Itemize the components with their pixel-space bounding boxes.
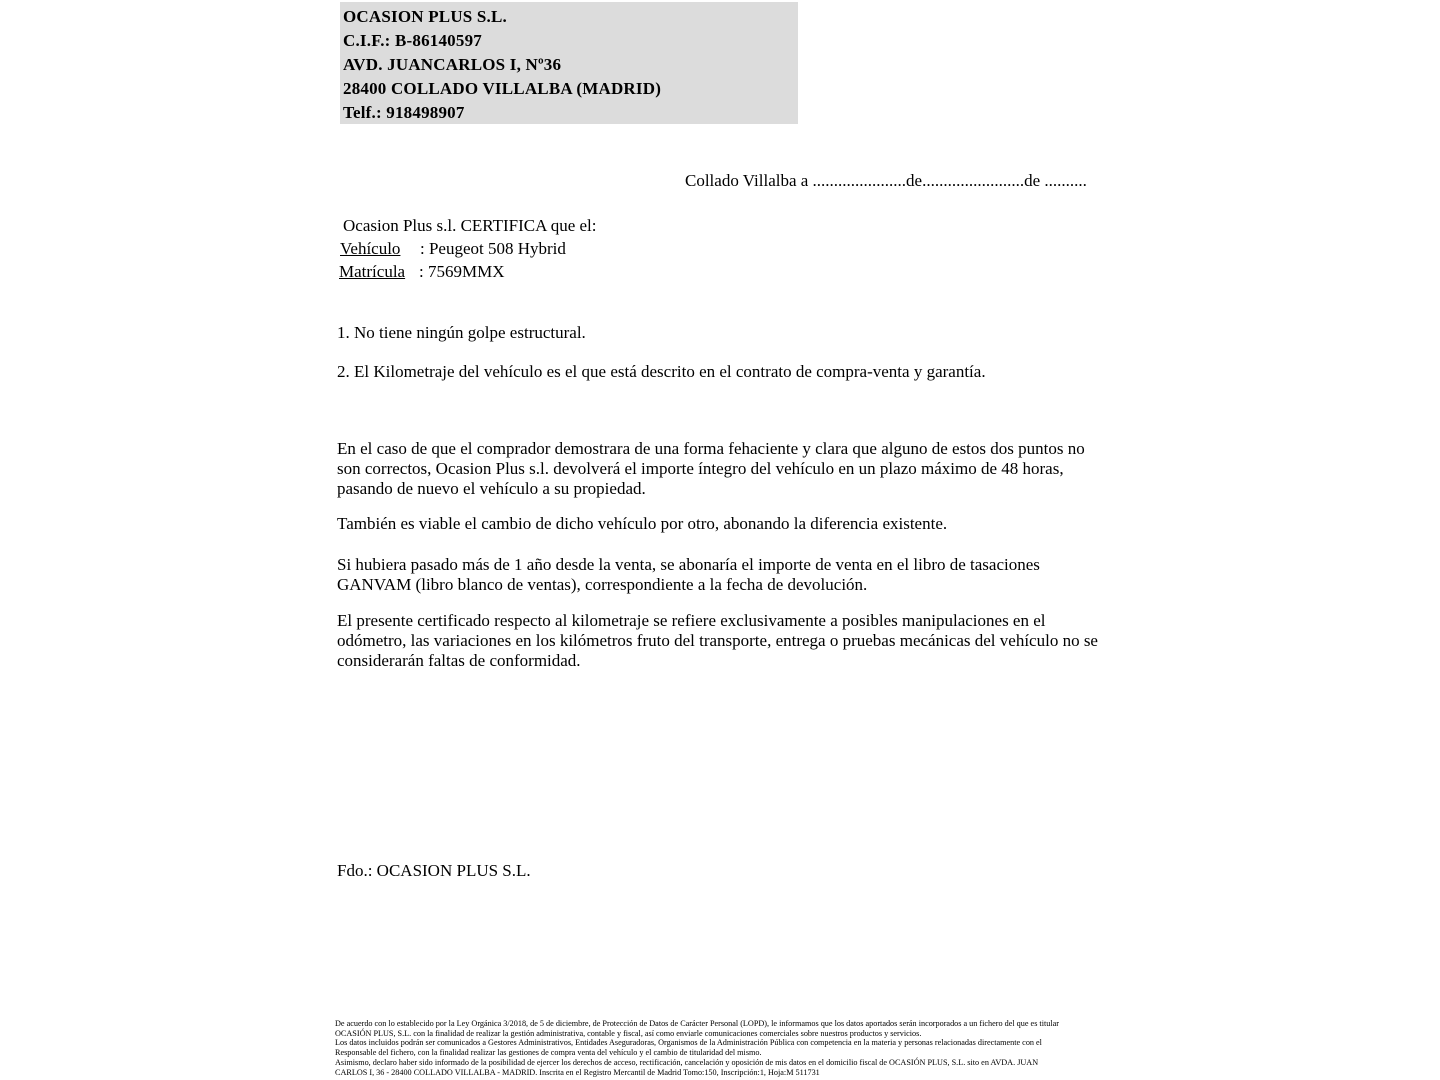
company-city-line: 28400 COLLADO VILLALBA (MADRID) <box>343 79 662 98</box>
legal-footer-line: Asimismo, declaro haber sido informado de la posibilidad de ejercer los derechos de acceso, rectificación, cancelación y oposición de mis datos en el domicilio fiscal de OCASIÓN PLUS, S.L. sito en AVDA. JUAN <box>335 1057 1039 1067</box>
condition-point-2: 2. El Kilometraje del vehículo es el que está descrito en el contrato de compra-venta y garantía. <box>337 362 986 381</box>
paragraph-refund-policy: En el caso de que el comprador demostrara de una forma fehaciente y clara que alguno de estos dos puntos no son correctos, Ocasion Plus s.l. devolverá el importe íntegro del vehículo en un plazo máximo de 48 horas, pasando de nuevo el vehículo a su propiedad. <box>337 439 1085 498</box>
vehicle-row <box>340 239 566 259</box>
certify-intro: Ocasion Plus s.l. CERTIFICA que el: <box>343 216 597 235</box>
date-fill-in-line: Collado Villalba a ......................de........................de .......... <box>685 171 1087 190</box>
signature-line: Fdo.: OCASION PLUS S.L. <box>337 861 531 880</box>
company-address-line: AVD. JUANCARLOS I, Nº36 <box>343 55 562 74</box>
legal-footer-line: De acuerdo con lo establecido por la Ley Orgánica 3/2018, de 5 de diciembre, de Protección de Datos de Carácter Personal (LOPD), le informamos que los datos aportados serán incorporados a un fichero del que es titular <box>335 1019 1059 1028</box>
legal-footer-line: Los datos incluidos podrán ser comunicados a Gestores Administrativos, Entidades Aseguradoras, Organismos de la Administración Pública con competencia en la materia y personas relacionadas directamente con el <box>335 1038 1042 1048</box>
legal-footer-line: OCASIÓN PLUS, S.L. con la finalidad de realizar la gestión administrativa, contable y fiscal, así como enviarle comunicaciones comerciales sobre nuestros productos y servicios. <box>335 1028 922 1038</box>
plate-label: Matrícula <box>339 262 406 281</box>
paragraph-odometer-disclaimer: El presente certificado respecto al kilometraje se refiere exclusivamente a posibles manipulaciones en el odómetro, las variaciones en los kilómetros fruto del transporte, entrega o pruebas mecánicas del vehículo no se considerarán faltas de conformidad. <box>337 611 1098 670</box>
company-name-line: OCASION PLUS S.L. <box>343 7 507 26</box>
company-phone-line: Telf.: 918498907 <box>343 103 465 122</box>
company-cif-line: C.I.F.: B-86140597 <box>343 31 482 50</box>
paragraph-ganvam-valuation: Si hubiera pasado más de 1 año desde la venta, se abonaría el importe de venta en el libro de tasaciones GANVAM (libro blanco de ventas), correspondiente a la fecha de devolución. <box>337 555 1040 594</box>
vehicle-label: Vehículo <box>340 239 401 258</box>
condition-point-1: 1. No tiene ningún golpe estructural. <box>337 323 586 342</box>
paragraph-exchange-option: También es viable el cambio de dicho vehículo por otro, abonando la diferencia existente. <box>337 514 948 533</box>
plate-row <box>339 262 504 282</box>
company-info-box <box>340 2 798 124</box>
legal-footer-line: Responsable del fichero, con la finalidad realizar las gestiones de compra venta del vehículo y el cambio de titularidad del mismo. <box>335 1048 762 1058</box>
vehicle-value: : Peugeot 508 Hybrid <box>420 239 566 258</box>
legal-footer <box>335 1019 1101 1077</box>
legal-footer-line: CARLOS I, 36 - 28400 COLLADO VILLALBA - MADRID. Inscrita en el Registro Mercantil de Madrid Tomo:150, Inscripción:1, Hoja:M 511731 <box>335 1067 820 1077</box>
plate-value: : 7569MMX <box>419 262 505 281</box>
